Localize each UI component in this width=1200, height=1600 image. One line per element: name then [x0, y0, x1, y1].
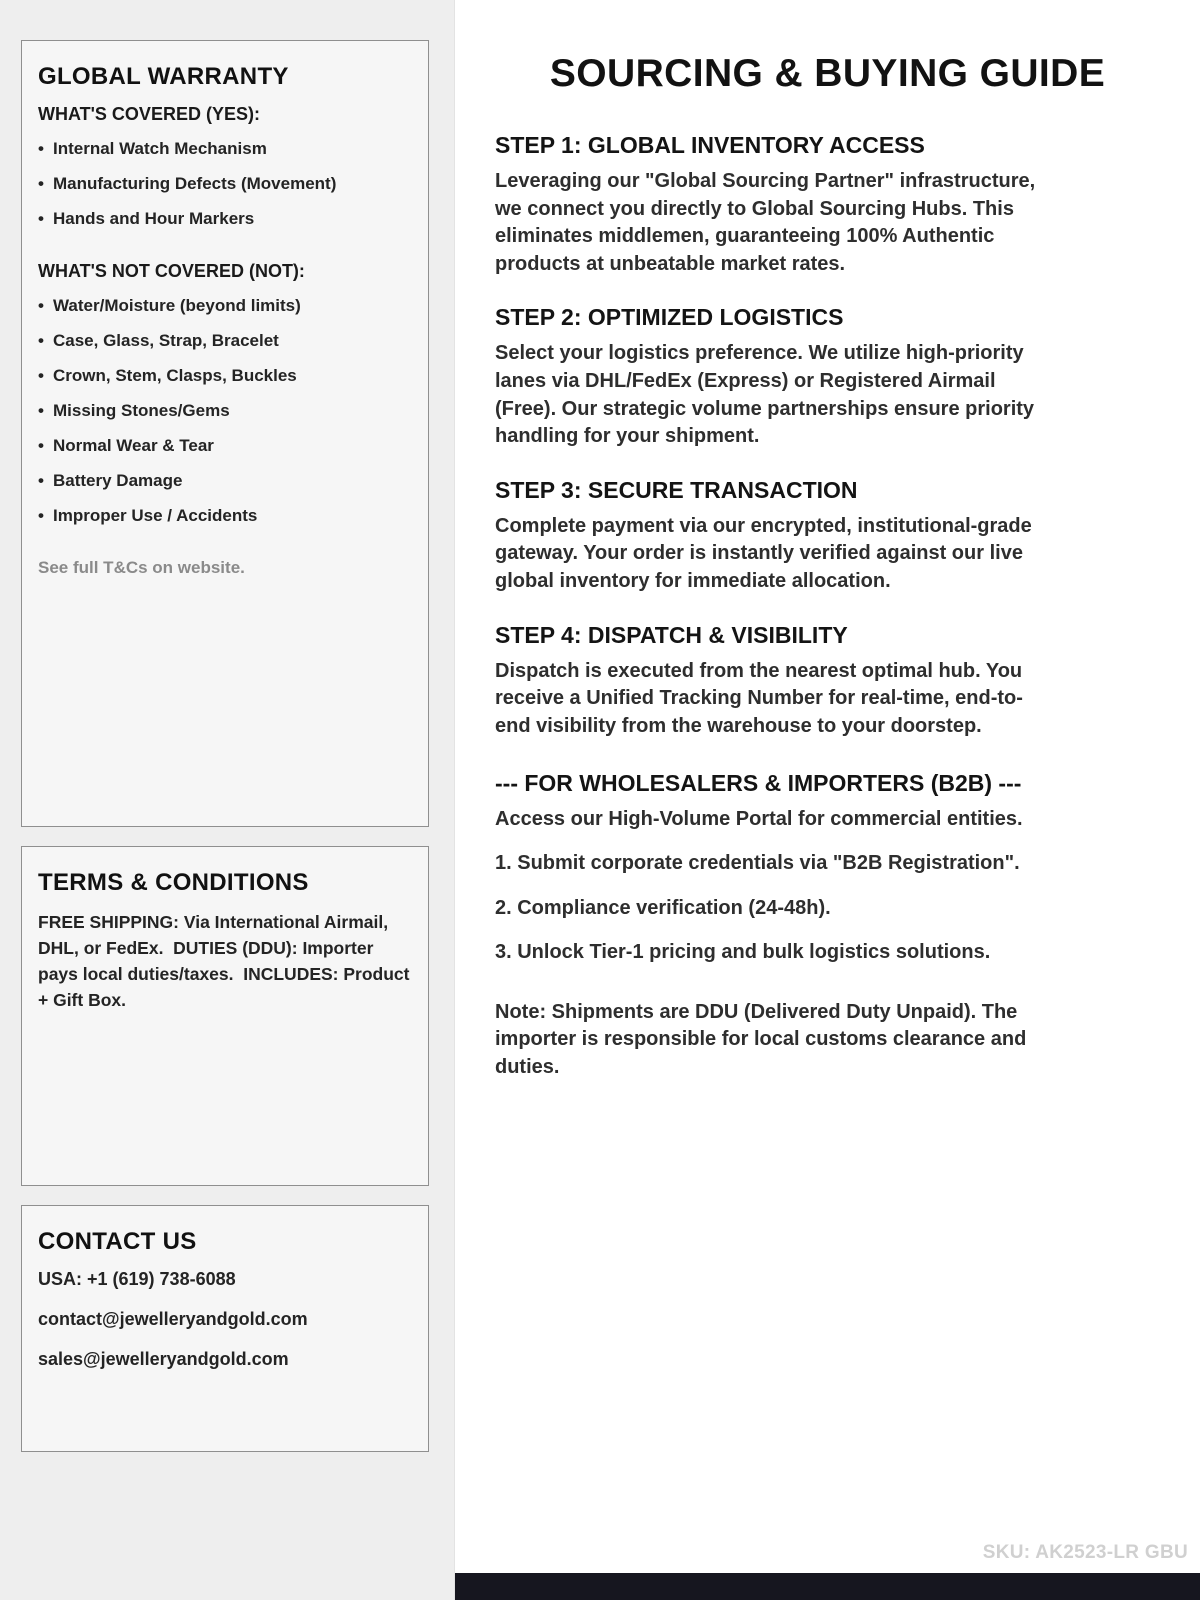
step-body: Complete payment via our encrypted, institutional-grade gateway. Your order is instantly verified against our live global inventory for immediate allocation.	[495, 514, 1032, 592]
step-heading: STEP 1: GLOBAL INVENTORY ACCESS	[495, 132, 925, 158]
contact-email-primary: contact@jewelleryandgold.com	[38, 1309, 308, 1329]
contact-phone: USA: +1 (619) 738-6088	[38, 1269, 236, 1289]
footer-bar	[455, 1573, 1200, 1600]
covered-list	[38, 139, 412, 229]
not-covered-item: • Missing Stones/Gems	[38, 401, 412, 421]
warranty-footnote: See full T&Cs on website.	[38, 558, 245, 577]
b2b-item: 1. Submit corporate credentials via "B2B Registration".	[495, 851, 1020, 874]
not-covered-list	[38, 296, 412, 526]
covered-item: • Internal Watch Mechanism	[38, 139, 412, 159]
covered-heading: WHAT'S COVERED (YES):	[38, 104, 260, 124]
main-content	[455, 0, 1200, 1600]
page-title: SOURCING & BUYING GUIDE	[549, 52, 1106, 95]
covered-item: • Manufacturing Defects (Movement)	[38, 174, 412, 194]
step-body: Dispatch is executed from the nearest optimal hub. You receive a Unified Tracking Number for real-time, end-to-end visibility from the warehouse to your doorstep.	[495, 659, 1023, 737]
step-heading: STEP 3: SECURE TRANSACTION	[495, 476, 858, 503]
step-section	[495, 132, 1160, 278]
step-body: Select your logistics preference. We utilize high-priority lanes via DHL/FedEx (Express) or Registered Airmail (Free). Our strategic volume partnerships ensure priority handling for your shipment.	[495, 342, 1035, 448]
step-section	[495, 622, 1160, 741]
b2b-item: 3. Unlock Tier-1 pricing and bulk logistics solutions.	[495, 941, 991, 964]
contact-title: CONTACT US	[38, 1228, 197, 1255]
b2b-items	[495, 850, 1160, 967]
sidebar	[0, 0, 455, 1600]
terms-title: TERMS & CONDITIONS	[38, 869, 309, 896]
not-covered-heading: WHAT'S NOT COVERED (NOT):	[38, 261, 305, 281]
terms-box	[21, 846, 429, 1186]
covered-item: • Hands and Hour Markers	[38, 209, 412, 229]
b2b-item: 2. Compliance verification (24-48h).	[495, 896, 831, 919]
step-body: Leveraging our "Global Sourcing Partner" infrastructure, we connect you directly to Global Sourcing Hubs. This eliminates middlemen, guaranteeing 100% Authentic products at unbeatable market rates.	[495, 170, 1036, 275]
steps	[495, 132, 1160, 740]
not-covered-item: • Battery Damage	[38, 471, 412, 491]
step-heading: STEP 4: DISPATCH & VISIBILITY	[495, 621, 848, 648]
warranty-box	[21, 40, 429, 827]
step-section	[495, 304, 1160, 450]
step-heading: STEP 2: OPTIMIZED LOGISTICS	[495, 304, 844, 331]
b2b-section	[495, 770, 1160, 1081]
not-covered-item: • Case, Glass, Strap, Bracelet	[38, 331, 412, 351]
not-covered-item: • Crown, Stem, Clasps, Buckles	[38, 366, 412, 386]
b2b-heading: --- FOR WHOLESALERS & IMPORTERS (B2B) ---	[495, 770, 1022, 797]
b2b-intro: Access our High-Volume Portal for commercial entities.	[495, 808, 1023, 831]
contact-box	[21, 1205, 429, 1452]
not-covered-item: • Normal Wear & Tear	[38, 436, 412, 456]
terms-body: FREE SHIPPING: Via International Airmail, DHL, or FedEx. DUTIES (DDU): Importer pays local duties/taxes. INCLUDES: Product + Gift Box.	[38, 912, 415, 1010]
warranty-title: GLOBAL WARRANTY	[38, 63, 289, 90]
step-section	[495, 477, 1160, 596]
contact-email-sales: sales@jewelleryandgold.com	[38, 1349, 289, 1369]
not-covered-item: • Water/Moisture (beyond limits)	[38, 296, 412, 316]
sku-label: SKU: AK2523-LR GBU	[982, 1542, 1188, 1563]
not-covered-item: • Improper Use / Accidents	[38, 506, 412, 526]
b2b-note: Note: Shipments are DDU (Delivered Duty Unpaid). The importer is responsible for local customs clearance and duties.	[495, 1000, 1027, 1078]
